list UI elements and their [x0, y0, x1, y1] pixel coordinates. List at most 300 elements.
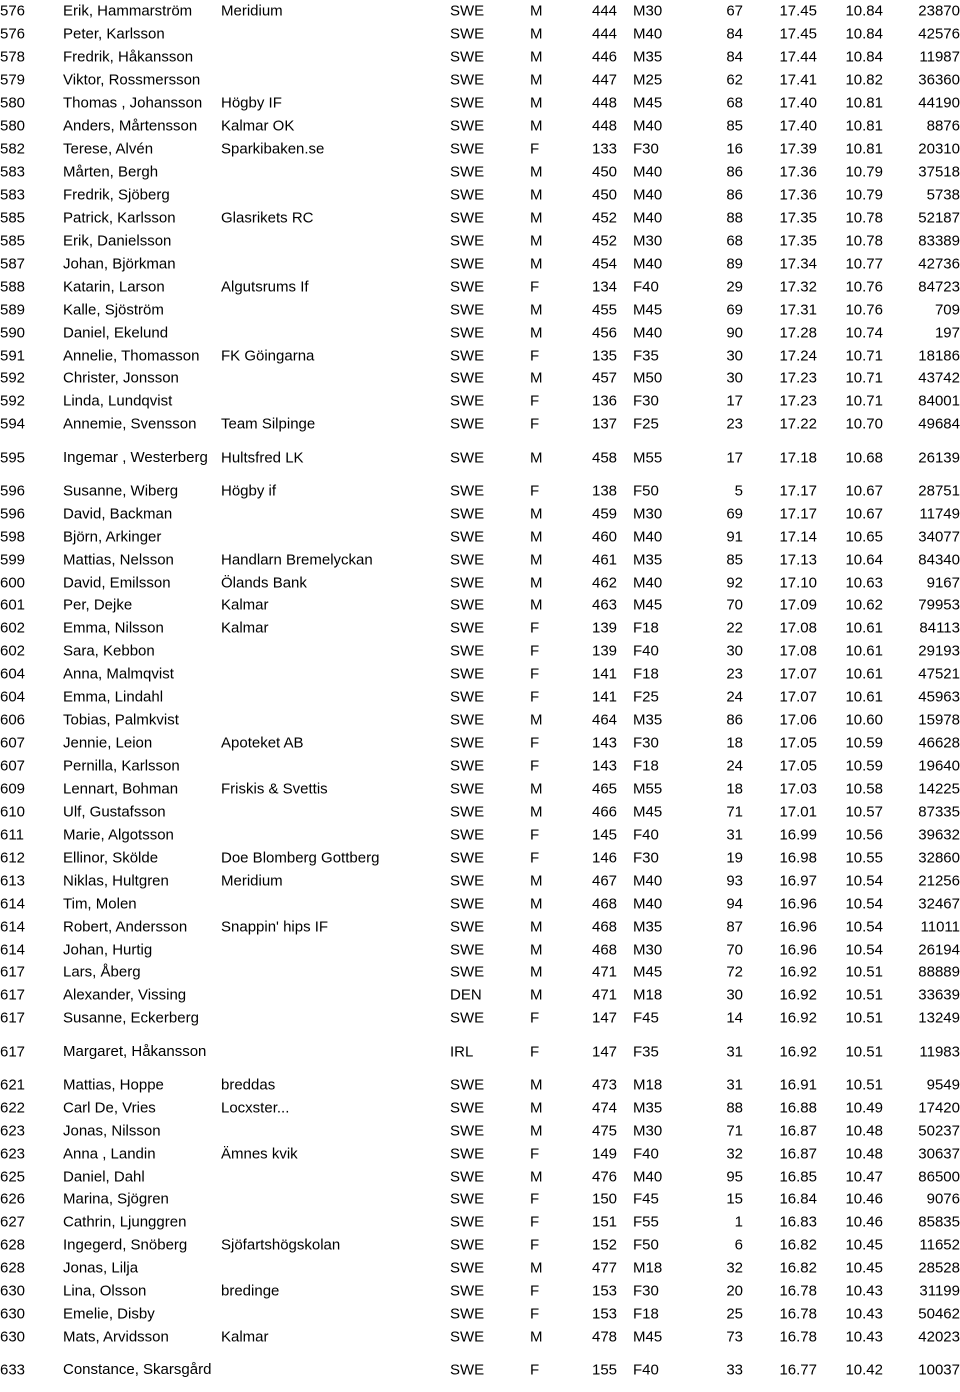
cell-overall-position: 141 [592, 667, 617, 682]
cell-name: Annelie, Thomasson [63, 348, 199, 363]
cell-bib-number: 86500 [918, 1169, 960, 1184]
cell-pace: 10.49 [845, 1100, 883, 1115]
cell-class: M35 [633, 552, 662, 567]
table-row [0, 413, 960, 436]
cell-overall-position: 139 [592, 621, 617, 636]
cell-country: SWE [450, 896, 484, 911]
cell-sex: F [530, 417, 539, 432]
cell-name: Pernilla, Karlsson [63, 759, 180, 774]
cell-sex: F [530, 667, 539, 682]
cell-class-position: 94 [726, 896, 743, 911]
cell-bib-number: 20310 [918, 142, 960, 157]
cell-name: Constance, Skarsgård [63, 1360, 213, 1380]
cell-class-position: 1 [735, 1215, 743, 1230]
cell-sex: M [530, 210, 543, 225]
cell-class: M40 [633, 256, 662, 271]
cell-pace: 10.54 [845, 942, 883, 957]
cell-sex: M [530, 506, 543, 521]
cell-country: SWE [450, 644, 484, 659]
cell-overall-position: 475 [592, 1123, 617, 1138]
cell-class: M30 [633, 233, 662, 248]
cell-sex: M [530, 713, 543, 728]
cell-bib-number: 197 [935, 325, 960, 340]
cell-speed: 17.13 [779, 552, 817, 567]
cell-class-position: 30 [726, 348, 743, 363]
cell-overall-position: 138 [592, 483, 617, 498]
cell-name: Fredrik, Håkansson [63, 50, 193, 65]
cell-class: M40 [633, 210, 662, 225]
table-row [0, 686, 960, 709]
cell-class-position: 24 [726, 690, 743, 705]
cell-bib-number: 21256 [918, 873, 960, 888]
cell-class: M30 [633, 4, 662, 19]
cell-club: FK Göingarna [221, 348, 314, 363]
cell-class-position: 25 [726, 1307, 743, 1322]
cell-class: M30 [633, 942, 662, 957]
cell-class-position: 92 [726, 575, 743, 590]
cell-class-position: 6 [735, 1238, 743, 1253]
cell-sex: M [530, 256, 543, 271]
cell-bib-number: 50237 [918, 1123, 960, 1138]
cell-pace: 10.79 [845, 187, 883, 202]
cell-place: 602 [0, 644, 25, 659]
cell-pace: 10.46 [845, 1192, 883, 1207]
table-row [0, 1349, 960, 1392]
cell-sex: M [530, 187, 543, 202]
cell-class: F18 [633, 667, 659, 682]
table-row [0, 161, 960, 184]
cell-place: 622 [0, 1100, 25, 1115]
cell-country: IRL [450, 1044, 473, 1059]
cell-overall-position: 468 [592, 919, 617, 934]
cell-place: 630 [0, 1307, 25, 1322]
cell-sex: F [530, 1307, 539, 1322]
cell-sex: M [530, 50, 543, 65]
cell-overall-position: 135 [592, 348, 617, 363]
cell-club: Ämnes kvik [221, 1146, 298, 1161]
cell-class-position: 88 [726, 210, 743, 225]
cell-bib-number: 9549 [927, 1077, 960, 1092]
cell-class: M45 [633, 302, 662, 317]
cell-class: F50 [633, 483, 659, 498]
cell-pace: 10.61 [845, 644, 883, 659]
cell-speed: 17.07 [779, 667, 817, 682]
cell-overall-position: 150 [592, 1192, 617, 1207]
cell-sex: M [530, 781, 543, 796]
cell-class: M45 [633, 965, 662, 980]
cell-speed: 17.24 [779, 348, 817, 363]
cell-name: Christer, Jonsson [63, 371, 179, 386]
cell-overall-position: 478 [592, 1330, 617, 1345]
table-row [0, 367, 960, 390]
cell-sex: M [530, 575, 543, 590]
cell-overall-position: 153 [592, 1284, 617, 1299]
cell-speed: 16.87 [779, 1146, 817, 1161]
cell-place: 625 [0, 1169, 25, 1184]
cell-overall-position: 145 [592, 827, 617, 842]
cell-country: SWE [450, 348, 484, 363]
cell-sex: F [530, 1011, 539, 1026]
table-row [0, 961, 960, 984]
cell-class: F30 [633, 736, 659, 751]
cell-place: 612 [0, 850, 25, 865]
cell-country: SWE [450, 1146, 484, 1161]
cell-class-position: 33 [726, 1363, 743, 1378]
table-row [0, 571, 960, 594]
cell-pace: 10.61 [845, 690, 883, 705]
cell-speed: 17.45 [779, 4, 817, 19]
cell-club: Kalmar OK [221, 119, 294, 134]
cell-speed: 17.18 [779, 450, 817, 465]
cell-overall-position: 452 [592, 233, 617, 248]
cell-bib-number: 709 [935, 302, 960, 317]
cell-name: Fredrik, Sjöberg [63, 187, 170, 202]
cell-class: M50 [633, 371, 662, 386]
cell-place: 599 [0, 552, 25, 567]
cell-pace: 10.61 [845, 621, 883, 636]
cell-class-position: 67 [726, 4, 743, 19]
cell-country: SWE [450, 371, 484, 386]
cell-bib-number: 83389 [918, 233, 960, 248]
cell-speed: 17.36 [779, 165, 817, 180]
cell-class: M45 [633, 598, 662, 613]
cell-bib-number: 26139 [918, 450, 960, 465]
cell-class: M40 [633, 325, 662, 340]
cell-overall-position: 450 [592, 187, 617, 202]
cell-bib-number: 43742 [918, 371, 960, 386]
cell-class-position: 31 [726, 827, 743, 842]
cell-class: F25 [633, 690, 659, 705]
cell-bib-number: 11011 [921, 919, 960, 934]
cell-speed: 17.35 [779, 233, 817, 248]
cell-name: Margaret, Håkansson [63, 1042, 213, 1062]
cell-speed: 17.23 [779, 371, 817, 386]
cell-place: 613 [0, 873, 25, 888]
cell-bib-number: 36360 [918, 73, 960, 88]
cell-pace: 10.71 [845, 348, 883, 363]
cell-class: M18 [633, 988, 662, 1003]
cell-place: 592 [0, 394, 25, 409]
cell-bib-number: 10037 [918, 1363, 960, 1378]
cell-bib-number: 9076 [927, 1192, 960, 1207]
cell-speed: 16.91 [779, 1077, 817, 1092]
cell-place: 591 [0, 348, 25, 363]
cell-bib-number: 34077 [918, 529, 960, 544]
cell-country: SWE [450, 256, 484, 271]
table-row [0, 778, 960, 801]
cell-name: Erik, Hammarström [63, 4, 192, 19]
cell-pace: 10.51 [845, 1044, 883, 1059]
cell-country: SWE [450, 27, 484, 42]
cell-bib-number: 13249 [918, 1011, 960, 1026]
cell-name: Sara, Kebbon [63, 644, 155, 659]
cell-name: Lina, Olsson [63, 1284, 146, 1299]
cell-sex: M [530, 1123, 543, 1138]
cell-overall-position: 460 [592, 529, 617, 544]
cell-country: SWE [450, 1330, 484, 1345]
cell-name: Anna, Malmqvist [63, 667, 174, 682]
cell-sex: M [530, 27, 543, 42]
cell-class: M18 [633, 1261, 662, 1276]
cell-name: Mattias, Hoppe [63, 1077, 164, 1092]
cell-pace: 10.71 [845, 394, 883, 409]
cell-country: SWE [450, 506, 484, 521]
cell-name: Kalle, Sjöström [63, 302, 164, 317]
cell-speed: 17.17 [779, 483, 817, 498]
cell-sex: M [530, 988, 543, 1003]
cell-speed: 16.92 [779, 988, 817, 1003]
cell-pace: 10.51 [845, 1011, 883, 1026]
cell-speed: 17.14 [779, 529, 817, 544]
cell-class-position: 23 [726, 417, 743, 432]
cell-class-position: 31 [726, 1044, 743, 1059]
cell-place: 607 [0, 759, 25, 774]
cell-pace: 10.57 [845, 804, 883, 819]
cell-overall-position: 147 [592, 1011, 617, 1026]
cell-pace: 10.55 [845, 850, 883, 865]
cell-name: Alexander, Vissing [63, 988, 186, 1003]
cell-country: SWE [450, 552, 484, 567]
cell-sex: F [530, 142, 539, 157]
cell-sex: F [530, 483, 539, 498]
cell-class: M40 [633, 896, 662, 911]
cell-name: Marina, Sjögren [63, 1192, 169, 1207]
cell-name: Jonas, Nilsson [63, 1123, 161, 1138]
cell-sex: M [530, 302, 543, 317]
cell-place: 621 [0, 1077, 25, 1092]
cell-country: SWE [450, 1192, 484, 1207]
cell-club: Snappin' hips IF [221, 919, 328, 934]
cell-place: 585 [0, 233, 25, 248]
cell-overall-position: 471 [592, 988, 617, 1003]
cell-speed: 17.05 [779, 759, 817, 774]
table-row [0, 1280, 960, 1303]
cell-place: 614 [0, 896, 25, 911]
cell-speed: 17.10 [779, 575, 817, 590]
cell-class-position: 72 [726, 965, 743, 980]
cell-class-position: 84 [726, 27, 743, 42]
cell-country: SWE [450, 119, 484, 134]
cell-bib-number: 49684 [918, 417, 960, 432]
cell-class: M45 [633, 804, 662, 819]
cell-speed: 17.22 [779, 417, 817, 432]
cell-class-position: 24 [726, 759, 743, 774]
cell-class-position: 90 [726, 325, 743, 340]
cell-sex: F [530, 736, 539, 751]
cell-club: Glasrikets RC [221, 210, 314, 225]
cell-overall-position: 146 [592, 850, 617, 865]
cell-country: SWE [450, 850, 484, 865]
cell-country: SWE [450, 529, 484, 544]
cell-class: F45 [633, 1011, 659, 1026]
cell-class-position: 86 [726, 713, 743, 728]
cell-bib-number: 28751 [918, 483, 960, 498]
cell-bib-number: 11987 [919, 50, 960, 65]
cell-pace: 10.45 [845, 1238, 883, 1253]
cell-speed: 16.99 [779, 827, 817, 842]
table-row [0, 915, 960, 938]
cell-name: Lars, Åberg [63, 965, 141, 980]
cell-class: F45 [633, 1192, 659, 1207]
cell-sex: F [530, 690, 539, 705]
cell-name: Annemie, Svensson [63, 417, 196, 432]
cell-name: Ellinor, Skölde [63, 850, 158, 865]
cell-bib-number: 46628 [918, 736, 960, 751]
cell-club: Locxster... [221, 1100, 289, 1115]
cell-place: 580 [0, 96, 25, 111]
cell-class-position: 87 [726, 919, 743, 934]
table-row [0, 1303, 960, 1326]
cell-speed: 17.45 [779, 27, 817, 42]
table-row [0, 1165, 960, 1188]
table-row [0, 663, 960, 686]
table-row [0, 525, 960, 548]
cell-bib-number: 8876 [927, 119, 960, 134]
cell-bib-number: 42023 [918, 1330, 960, 1345]
cell-country: SWE [450, 965, 484, 980]
cell-sex: M [530, 1330, 543, 1345]
table-row [0, 436, 960, 480]
cell-bib-number: 29193 [918, 644, 960, 659]
cell-country: SWE [450, 4, 484, 19]
cell-sex: M [530, 4, 543, 19]
cell-class-position: 71 [726, 804, 743, 819]
table-row [0, 755, 960, 778]
cell-bib-number: 26194 [918, 942, 960, 957]
cell-class: F30 [633, 394, 659, 409]
cell-class: M40 [633, 1169, 662, 1184]
cell-name: David, Emilsson [63, 575, 171, 590]
cell-class-position: 30 [726, 371, 743, 386]
cell-sex: M [530, 896, 543, 911]
cell-name: David, Backman [63, 506, 172, 521]
cell-speed: 17.39 [779, 142, 817, 157]
cell-class: F40 [633, 827, 659, 842]
table-row [0, 823, 960, 846]
cell-country: SWE [450, 1238, 484, 1253]
cell-name: Jennie, Leion [63, 736, 152, 751]
cell-overall-position: 134 [592, 279, 617, 294]
cell-country: SWE [450, 1077, 484, 1092]
cell-pace: 10.68 [845, 450, 883, 465]
table-row [0, 0, 960, 23]
cell-sex: M [530, 965, 543, 980]
cell-country: SWE [450, 804, 484, 819]
cell-overall-position: 444 [592, 4, 617, 19]
cell-class-position: 73 [726, 1330, 743, 1345]
cell-place: 592 [0, 371, 25, 386]
table-row [0, 46, 960, 69]
cell-pace: 10.45 [845, 1261, 883, 1276]
cell-pace: 10.76 [845, 302, 883, 317]
table-row [0, 138, 960, 161]
cell-overall-position: 155 [592, 1363, 617, 1378]
cell-overall-position: 153 [592, 1307, 617, 1322]
cell-name: Mattias, Nelsson [63, 552, 174, 567]
cell-bib-number: 11749 [919, 506, 960, 521]
cell-name: Ingegerd, Snöberg [63, 1238, 187, 1253]
cell-pace: 10.82 [845, 73, 883, 88]
cell-sex: F [530, 759, 539, 774]
cell-country: SWE [450, 450, 484, 465]
cell-country: SWE [450, 50, 484, 65]
cell-speed: 17.36 [779, 187, 817, 202]
cell-sex: F [530, 644, 539, 659]
cell-bib-number: 5738 [927, 187, 960, 202]
cell-overall-position: 143 [592, 759, 617, 774]
cell-bib-number: 14225 [918, 781, 960, 796]
cell-bib-number: 79953 [918, 598, 960, 613]
cell-class: M40 [633, 873, 662, 888]
cell-country: SWE [450, 713, 484, 728]
cell-place: 583 [0, 187, 25, 202]
cell-speed: 17.40 [779, 119, 817, 134]
cell-sex: M [530, 1261, 543, 1276]
cell-overall-position: 468 [592, 942, 617, 957]
cell-class: F40 [633, 1146, 659, 1161]
cell-name: Patrick, Karlsson [63, 210, 176, 225]
cell-bib-number: 39632 [918, 827, 960, 842]
cell-class: F30 [633, 850, 659, 865]
cell-place: 628 [0, 1238, 25, 1253]
cell-pace: 10.84 [845, 50, 883, 65]
cell-speed: 17.28 [779, 325, 817, 340]
cell-sex: M [530, 1169, 543, 1184]
cell-country: SWE [450, 621, 484, 636]
cell-bib-number: 85835 [918, 1215, 960, 1230]
cell-pace: 10.65 [845, 529, 883, 544]
cell-club: Meridium [221, 4, 283, 19]
table-row [0, 1188, 960, 1211]
cell-place: 579 [0, 73, 25, 88]
table-row [0, 1257, 960, 1280]
cell-bib-number: 33639 [918, 988, 960, 1003]
cell-pace: 10.46 [845, 1215, 883, 1230]
cell-place: 614 [0, 919, 25, 934]
cell-country: SWE [450, 598, 484, 613]
cell-place: 580 [0, 119, 25, 134]
cell-name: Emma, Lindahl [63, 690, 163, 705]
cell-overall-position: 464 [592, 713, 617, 728]
cell-overall-position: 455 [592, 302, 617, 317]
cell-club: Högby IF [221, 96, 282, 111]
table-row [0, 298, 960, 321]
cell-speed: 16.84 [779, 1192, 817, 1207]
table-row [0, 892, 960, 915]
cell-overall-position: 447 [592, 73, 617, 88]
cell-pace: 10.71 [845, 371, 883, 386]
cell-class-position: 32 [726, 1261, 743, 1276]
cell-place: 589 [0, 302, 25, 317]
cell-class-position: 30 [726, 644, 743, 659]
cell-overall-position: 477 [592, 1261, 617, 1276]
cell-place: 610 [0, 804, 25, 819]
cell-class: F40 [633, 644, 659, 659]
cell-name: Per, Dejke [63, 598, 132, 613]
cell-place: 617 [0, 988, 25, 1003]
cell-overall-position: 448 [592, 96, 617, 111]
cell-class: F30 [633, 1284, 659, 1299]
cell-name: Daniel, Ekelund [63, 325, 168, 340]
cell-speed: 17.40 [779, 96, 817, 111]
cell-speed: 16.88 [779, 1100, 817, 1115]
cell-bib-number: 42736 [918, 256, 960, 271]
cell-country: SWE [450, 1307, 484, 1322]
cell-club: bredinge [221, 1284, 279, 1299]
cell-class-position: 31 [726, 1077, 743, 1092]
cell-speed: 17.09 [779, 598, 817, 613]
cell-speed: 16.87 [779, 1123, 817, 1138]
